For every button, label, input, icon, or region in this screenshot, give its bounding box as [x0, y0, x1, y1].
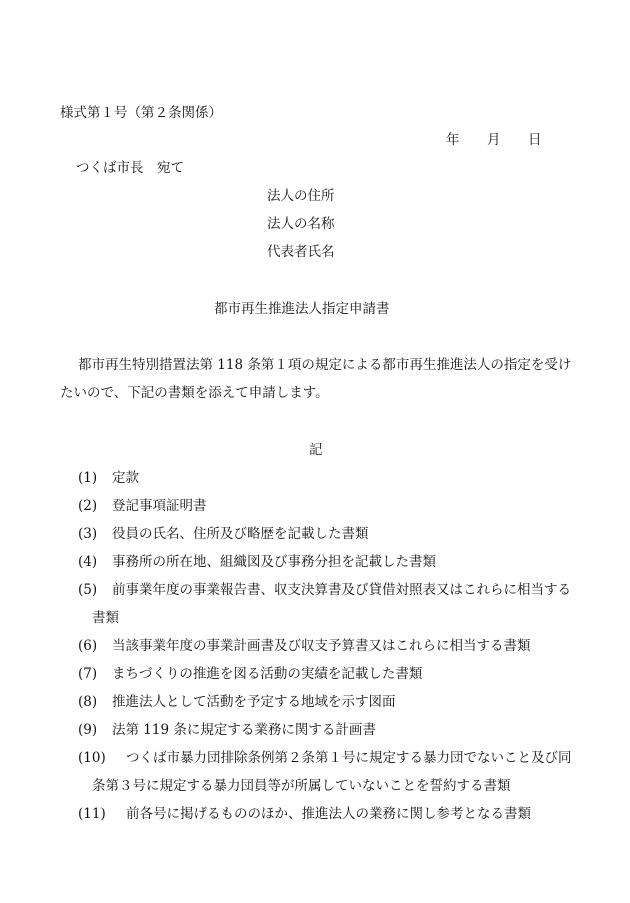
list-item — [78, 578, 571, 598]
list-item — [78, 746, 572, 766]
item-number: (3) — [78, 526, 98, 542]
item-text: まちづくりの推進を図る活動の実績を記載した書類 — [112, 666, 423, 682]
list-item — [78, 634, 531, 654]
date-month-label: 月 — [487, 132, 501, 148]
list-item — [78, 802, 531, 822]
item-number: (7) — [78, 666, 98, 682]
item-text: 事務所の所在地、組織図及び事務分担を記載した書類 — [112, 554, 436, 570]
list-item — [78, 550, 436, 570]
list-item — [78, 494, 207, 514]
applicant-representative-label: 代表者氏名 — [267, 244, 335, 260]
item-continuation: 条第３号に規定する暴力団員等が所属していないことを誓約する書類 — [92, 778, 511, 794]
item-number: (11) — [78, 806, 106, 822]
body-line-2: たいので、下記の書類を添えて申請します。 — [60, 385, 329, 401]
form-label: 様式第１号（第２条関係） — [60, 105, 222, 121]
item-number: (9) — [78, 722, 98, 738]
item-number: (4) — [78, 554, 98, 570]
item-number: (6) — [78, 638, 98, 654]
addressee: つくば市長 宛て — [76, 160, 184, 176]
list-item — [78, 690, 396, 710]
list-item — [78, 466, 139, 486]
item-number: (1) — [78, 470, 98, 486]
body-line-1: 都市再生特別措置法第 118 条第１項の規定による都市再生推進法人の指定を受け — [78, 357, 572, 373]
item-number: (2) — [78, 498, 98, 514]
list-item — [78, 662, 422, 682]
applicant-address-label: 法人の住所 — [267, 188, 335, 204]
item-text: 法第 119 条に規定する業務に関する計画書 — [112, 722, 376, 738]
date-day-label: 日 — [528, 132, 542, 148]
item-text: つくば市暴力団排除条例第２条第１号に規定する暴力団でないこと及び同 — [126, 750, 572, 766]
list-item — [78, 522, 369, 542]
item-continuation: 書類 — [92, 610, 119, 626]
item-text: 登記事項証明書 — [112, 498, 207, 514]
list-item — [78, 718, 376, 738]
item-text: 前各号に掲げるもののほか、推進法人の業務に関し参考となる書類 — [126, 806, 531, 822]
item-text: 定款 — [112, 470, 139, 486]
applicant-name-label: 法人の名称 — [267, 216, 335, 232]
item-number: (10) — [78, 750, 106, 766]
item-number: (5) — [78, 582, 98, 598]
ki-heading: 記 — [309, 442, 323, 458]
item-text: 前事業年度の事業報告書、収支決算書及び貸借対照表又はこれらに相当する — [112, 582, 571, 598]
document-title: 都市再生推進法人指定申請書 — [214, 301, 390, 317]
item-text: 推進法人として活動を予定する地域を示す図面 — [112, 694, 396, 710]
item-text: 役員の氏名、住所及び略歴を記載した書類 — [112, 526, 369, 542]
item-number: (8) — [78, 694, 98, 710]
date-year-label: 年 — [446, 132, 460, 148]
item-text: 当該事業年度の事業計画書及び収支予算書又はこれらに相当する書類 — [112, 638, 531, 654]
